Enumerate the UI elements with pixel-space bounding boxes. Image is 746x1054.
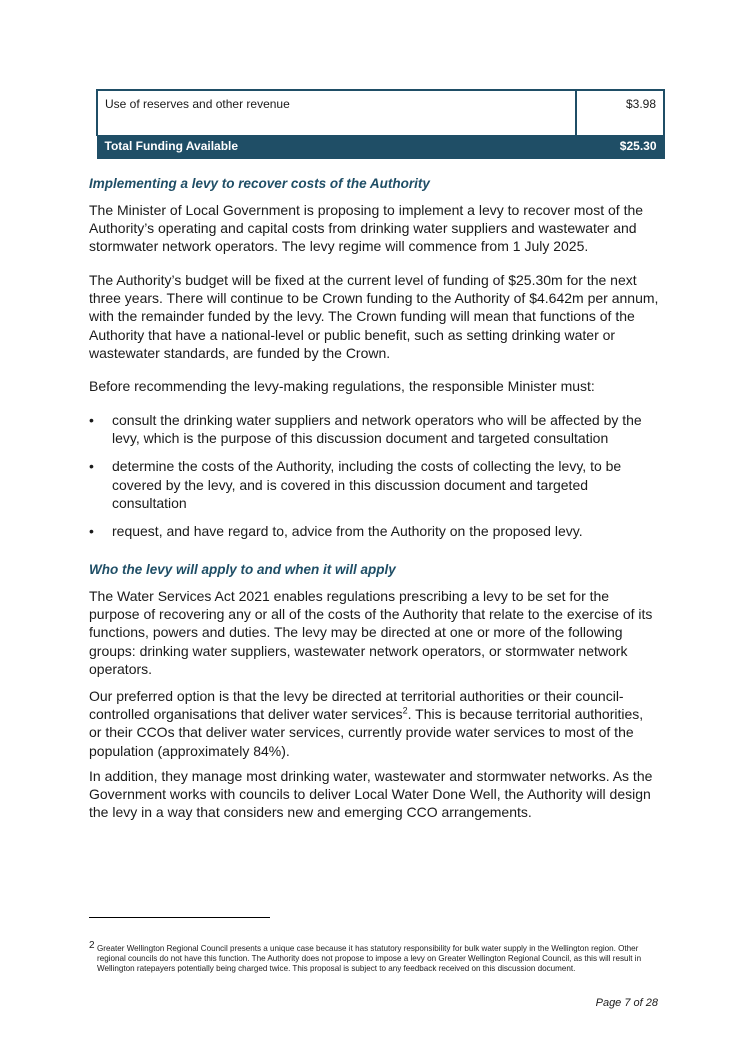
paragraph-water-services-act: The Water Services Act 2021 enables regulations prescribing a levy to be set for the purpose of recovering any or all of the costs of the Authority that relate to the exercise of its functions, powers and duties. The levy may be directed at one or more of the following groups: drinking water suppliers, wastewater network operators, or stormwater network operators. xyxy=(89,588,653,677)
footnote-divider xyxy=(89,917,270,918)
preferred-option-text-cont: . This is because territorial authorities, or their CCOs that deliver water services, currently provide water services to most of the population (approximately 84%). xyxy=(89,706,644,759)
list-item-text: determine the costs of the Authority, including the costs of collecting the levy, to be covered by the levy, and is covered in this discussion document and targeted consultation xyxy=(112,458,622,511)
footnote xyxy=(89,940,659,974)
reserve-label: Use of reserves and other revenue xyxy=(97,90,576,136)
minister-requirements-list xyxy=(89,411,659,540)
reserve-value: $3.98 xyxy=(576,90,664,136)
list-item xyxy=(89,457,659,512)
table-row-total xyxy=(97,136,664,159)
paragraph-preferred-option xyxy=(89,687,659,760)
total-value: $25.30 xyxy=(576,136,664,159)
footnote-marker: 2 xyxy=(89,940,95,951)
section-heading-levy: Implementing a levy to recover costs of the Authority xyxy=(89,176,430,191)
bullet-icon: • xyxy=(89,412,94,428)
footnote-text: Greater Wellington Regional Council presents a unique case because it has statutory responsibility for bulk water supply in the Wellington region. Other regional councils do not have this function. The Authority does not propose to impose a levy on Greater Wellington Regional Council, as this will result in Wellington ratepayers potentially being charged twice. This proposal is subject to any feedback received on this discussion document. xyxy=(97,944,642,973)
bullet-icon: • xyxy=(89,458,94,475)
total-label: Total Funding Available xyxy=(97,136,576,159)
table-row-reserves xyxy=(97,90,664,136)
bullet-icon: • xyxy=(89,523,94,540)
footnote-reference[interactable]: 2 xyxy=(402,705,408,716)
list-item xyxy=(89,522,659,540)
paragraph-minister-must: Before recommending the levy-making regulations, the responsible Minister must: xyxy=(89,378,595,394)
list-item-text: consult the drinking water suppliers and network operators who will be affected by the levy, which is the purpose of this discussion document and targeted consultation xyxy=(112,412,642,447)
paragraph-in-addition: In addition, they manage most drinking water, wastewater and stormwater networks. As the Government works with councils to deliver Local Water Done Well, the Authority will design the levy in a way that considers new and emerging CCO arrangements. xyxy=(89,768,653,821)
page-number: Page 7 of 28 xyxy=(595,997,658,1009)
section-heading-who: Who the levy will apply to and when it will apply xyxy=(89,562,396,577)
preferred-option-text: Our preferred option is that the levy be directed at territorial authorities or their council-controlled organisations that deliver water services xyxy=(89,688,624,723)
funding-table xyxy=(96,89,665,159)
paragraph-levy-intro: The Minister of Local Government is proposing to implement a levy to recover most of the Authority’s operating and capital costs from drinking water suppliers and wastewater and stormwater network operators. The levy regime will commence from 1 July 2025. xyxy=(89,202,644,255)
list-item-text: request, and have regard to, advice from the Authority on the proposed levy. xyxy=(112,523,583,540)
paragraph-budget: The Authority’s budget will be fixed at the current level of funding of $25.30m for the next three years. There will continue to be Crown funding to the Authority of $4.642m per annum, with the remainder funded by the levy. The Crown funding will mean that functions of the Authority that have a national-level or public benefit, such as setting drinking water or wastewater standards, are funded by the Crown. xyxy=(89,272,659,361)
list-item xyxy=(89,411,659,447)
